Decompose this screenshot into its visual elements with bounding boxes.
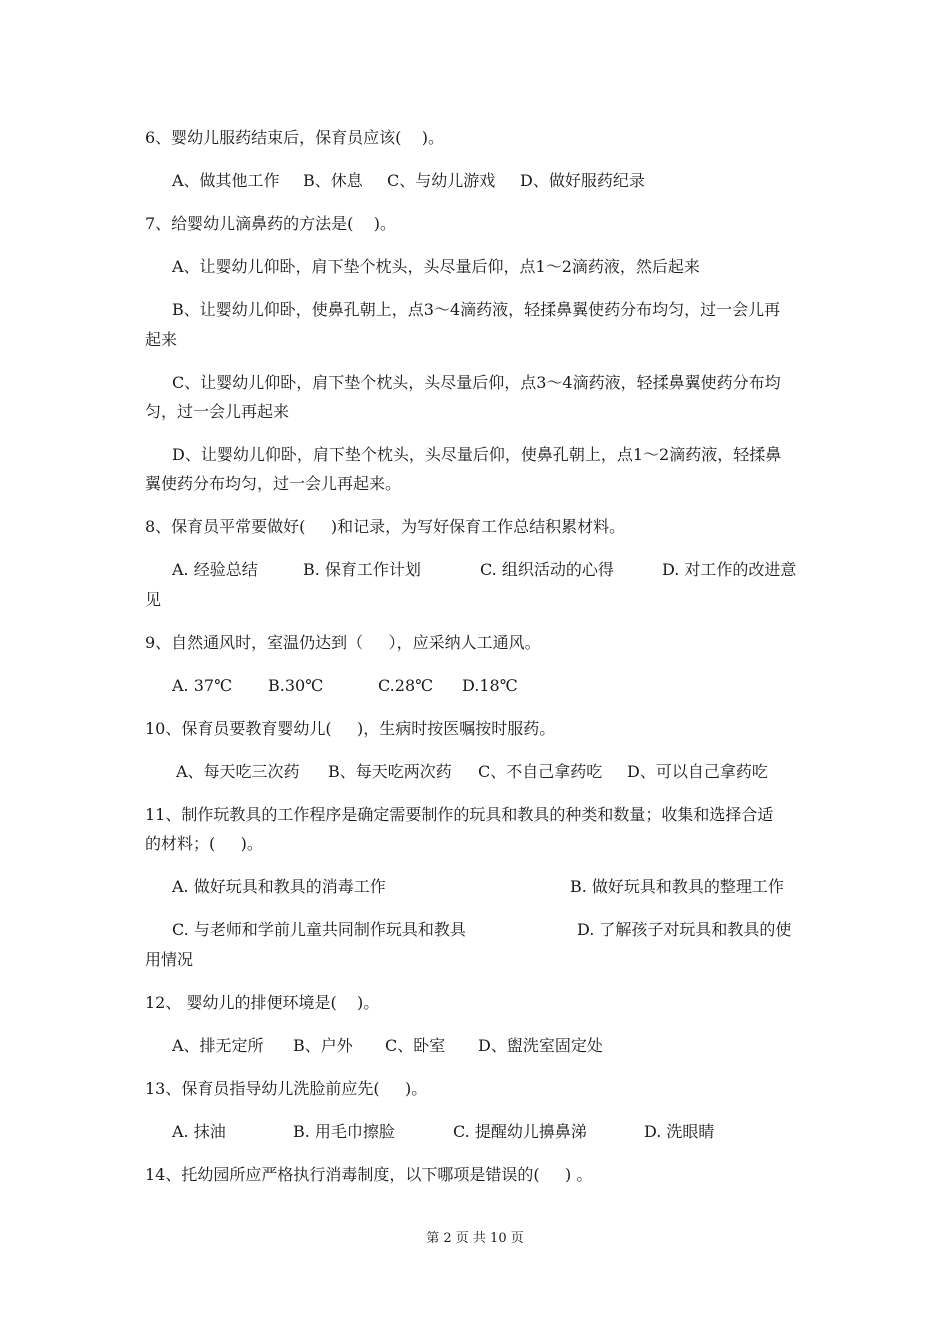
- question-7-stem: 7、给婴幼儿滴鼻药的方法是( )。: [145, 214, 397, 233]
- question-10-stem: 10、保育员要教育婴幼儿( )，生病时按医嘱按时服药。: [145, 719, 556, 738]
- question-9-option-c: C.28℃: [378, 676, 434, 695]
- question-9-option-b: B.30℃: [268, 676, 324, 695]
- question-12-option-d: D、盥洗室固定处: [478, 1036, 603, 1055]
- question-6-option-b: B、休息: [303, 171, 363, 190]
- question-10-option-d: D、可以自己拿药吃: [627, 762, 768, 781]
- question-7-option-b-line1: B、让婴幼儿仰卧，使鼻孔朝上，点3～4滴药液，轻揉鼻翼使药分布均匀，过一会儿再: [172, 300, 781, 319]
- question-10-option-c: C、不自己拿药吃: [478, 762, 603, 781]
- question-13-stem: 13、保育员指导幼儿洗脸前应先( )。: [145, 1079, 428, 1098]
- question-8-option-b: B. 保育工作计划: [303, 560, 421, 579]
- page-footer: 第 2 页 共 10 页: [426, 1231, 524, 1246]
- question-11-stem-line2: 的材料；( )。: [145, 834, 263, 853]
- question-8-stem: 8、保育员平常要做好( )和记录，为写好保育工作总结积累材料。: [145, 517, 626, 536]
- question-9-stem: 9、自然通风时，室温仍达到（ ），应采纳人工通风。: [145, 633, 541, 652]
- question-7-option-c-line2: 匀，过一会儿再起来: [145, 402, 290, 421]
- question-11-stem-line1: 11、制作玩教具的工作程序是确定需要制作的玩具和教具的种类和数量；收集和选择合适: [145, 805, 774, 824]
- question-11-option-c: C. 与老师和学前儿童共同制作玩具和教具: [172, 920, 466, 939]
- question-10-option-a: A、每天吃三次药: [176, 762, 300, 781]
- question-12-option-a: A、排无定所: [172, 1036, 264, 1055]
- question-7-option-d-line2: 翼使药分布均匀，过一会儿再起来。: [145, 474, 402, 493]
- question-7-option-a: A、让婴幼儿仰卧，肩下垫个枕头，头尽量后仰，点1～2滴药液，然后起来: [172, 257, 700, 276]
- question-11-option-a: A. 做好玩具和教具的消毒工作: [172, 877, 386, 896]
- question-11-option-d: D. 了解孩子对玩具和教具的使: [577, 920, 792, 939]
- question-11-option-d-wrap: 用情况: [145, 950, 194, 969]
- question-7-option-b-line2: 起来: [145, 330, 178, 349]
- question-12-option-b: B、户外: [293, 1036, 353, 1055]
- question-6-stem: 6、婴幼儿服药结束后，保育员应该( )。: [145, 128, 445, 147]
- question-8-option-c: C. 组织活动的心得: [480, 560, 614, 579]
- question-12-stem: 12、 婴幼儿的排便环境是( )。: [145, 993, 380, 1012]
- question-10-option-b: B、每天吃两次药: [328, 762, 452, 781]
- question-8-option-d-wrap: 见: [145, 590, 162, 609]
- question-7-option-c-line1: C、让婴幼儿仰卧，肩下垫个枕头，头尽量后仰，点3～4滴药液，轻揉鼻翼使药分布均: [172, 373, 781, 392]
- question-9-option-d: D.18℃: [462, 676, 518, 695]
- question-8-option-a: A. 经验总结: [172, 560, 258, 579]
- question-14-stem: 14、托幼园所应严格执行消毒制度，以下哪项是错误的( ) 。: [145, 1165, 593, 1184]
- question-9-option-a: A. 37℃: [172, 676, 232, 695]
- question-6-option-d: D、做好服药纪录: [520, 171, 645, 190]
- question-13-option-b: B. 用毛巾擦脸: [293, 1122, 395, 1141]
- question-7-option-d-line1: D、让婴幼儿仰卧，肩下垫个枕头，头尽量后仰，使鼻孔朝上，点1～2滴药液，轻揉鼻: [172, 445, 782, 464]
- question-6-option-a: A、做其他工作: [172, 171, 280, 190]
- question-8-option-d: D. 对工作的改进意: [662, 560, 797, 579]
- question-13-option-d: D. 洗眼睛: [644, 1122, 715, 1141]
- question-12-option-c: C、卧室: [385, 1036, 446, 1055]
- question-11-option-b: B. 做好玩具和教具的整理工作: [570, 877, 784, 896]
- question-13-option-c: C. 提醒幼儿擤鼻涕: [453, 1122, 587, 1141]
- question-6-option-c: C、与幼儿游戏: [387, 171, 496, 190]
- question-13-option-a: A. 抹油: [172, 1122, 226, 1141]
